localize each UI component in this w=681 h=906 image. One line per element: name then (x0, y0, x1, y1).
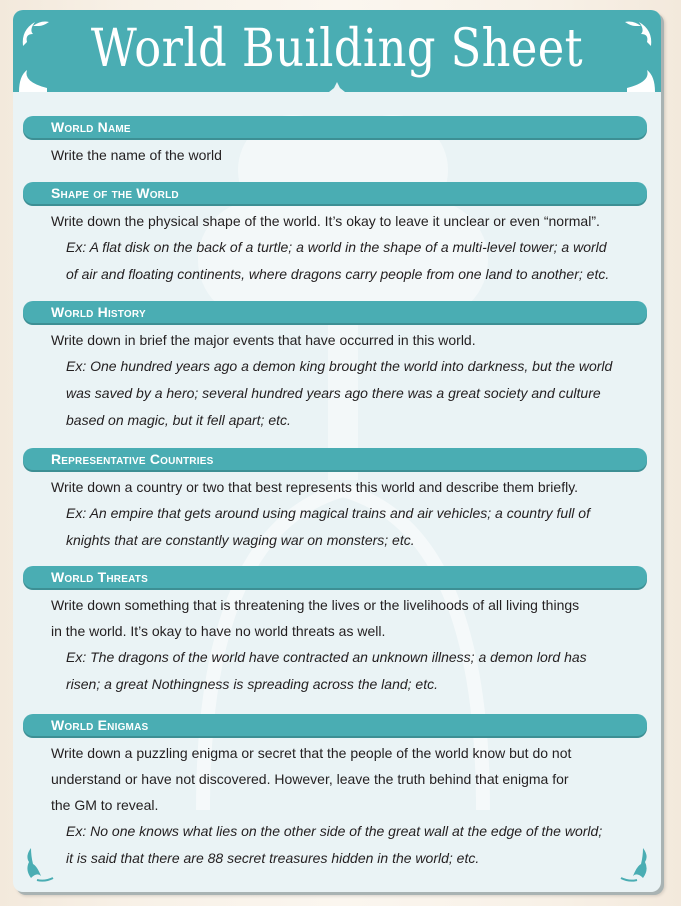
section-heading: Representative Countries (23, 448, 647, 470)
corner-flourish-icon (627, 68, 657, 92)
section-example: Ex: The dragons of the world have contracted an unknown illness; a demon lord has risen; a great Nothingness is spreading across the land; etc. (66, 649, 587, 692)
section-instructions: Write down a country or two that best represents this world and describe them briefly. (51, 479, 579, 495)
section-instructions: Write down the physical shape of the world. It’s okay to leave it unclear or even “normal”. (51, 213, 600, 229)
page-title: World Building Sheet (90, 19, 584, 79)
world-building-sheet (13, 10, 661, 892)
title-banner (13, 10, 661, 92)
bottom-left-ornament-icon (23, 846, 57, 884)
section-example: Ex: No one knows what lies on the other side of the great wall at the edge of the world; it is said that there are 88 secret treasures hidden in the world; etc. (66, 823, 603, 866)
section-instructions: Write down a puzzling enigma or secret that the people of the world know but do not understand or have not discovered. However, leave the truth behind that enigma for the GM to reveal. (51, 745, 572, 813)
section-heading: World Threats (23, 566, 647, 588)
section-instructions: Write down something that is threatening the lives or the livelihoods of all living things in the world. It’s okay to have no world threats as well. (51, 597, 580, 639)
section-heading: World Name (23, 116, 647, 138)
section-representative-countries (23, 448, 647, 554)
section-example: Ex: An empire that gets around using magical trains and air vehicles; a country full of knights that are constantly waging war on monsters; etc. (66, 505, 590, 548)
section-example: Ex: A flat disk on the back of a turtle; a world in the shape of a multi-level tower; a world of air and floating continents, where dragons carry people from one land to another; etc. (66, 239, 610, 282)
corner-flourish-icon (17, 68, 47, 92)
section-heading: World History (23, 301, 647, 323)
section-instructions: Write down in brief the major events that have occurred in this world. (51, 332, 476, 348)
section-world-enigmas (23, 714, 647, 872)
section-world-threats (23, 566, 647, 698)
section-heading: World Enigmas (23, 714, 647, 736)
section-heading: Shape of the World (23, 182, 647, 204)
corner-ornament-icon (615, 16, 655, 56)
bottom-right-ornament-icon (617, 846, 651, 884)
section-world-history (23, 301, 647, 434)
banner-notch-icon (329, 82, 345, 96)
section-world-name (23, 116, 647, 168)
corner-ornament-icon (19, 16, 59, 56)
section-instructions: Write the name of the world (51, 147, 222, 163)
section-example: Ex: One hundred years ago a demon king brought the world into darkness, but the world was saved by a hero; several hundred years ago there was a great society and culture based on magic, but it fell apart; etc. (66, 358, 613, 428)
section-shape-of-the-world (23, 182, 647, 288)
